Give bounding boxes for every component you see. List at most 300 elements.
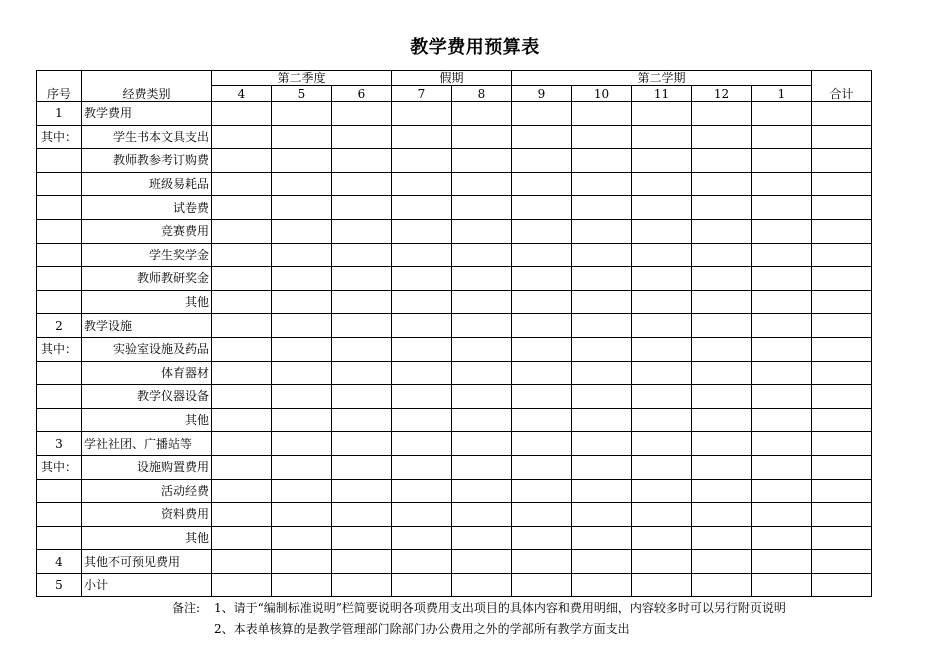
amount-cell[interactable] — [332, 455, 392, 479]
amount-cell[interactable] — [752, 314, 812, 338]
amount-cell[interactable] — [572, 172, 632, 196]
amount-cell[interactable] — [452, 361, 512, 385]
amount-cell[interactable] — [212, 337, 272, 361]
amount-cell[interactable] — [692, 526, 752, 550]
row-category-label: 教学仪器设备 — [82, 385, 212, 409]
amount-cell[interactable] — [572, 432, 632, 456]
amount-cell[interactable] — [332, 314, 392, 338]
amount-cell[interactable] — [392, 290, 452, 314]
amount-cell[interactable] — [332, 479, 392, 503]
amount-cell[interactable] — [392, 125, 452, 149]
amount-cell[interactable] — [212, 314, 272, 338]
amount-cell[interactable] — [332, 172, 392, 196]
total-cell[interactable] — [812, 337, 872, 361]
row-seq: 3 — [37, 432, 82, 456]
note-item: 2、本表单核算的是教学管理部门除部门办公费用之外的学部所有教学方面支出 — [214, 622, 630, 636]
amount-cell[interactable] — [572, 102, 632, 126]
amount-cell[interactable] — [632, 432, 692, 456]
amount-cell[interactable] — [392, 149, 452, 173]
header-month: 10 — [572, 86, 632, 102]
row-seq — [37, 267, 82, 291]
amount-cell[interactable] — [272, 479, 332, 503]
amount-cell[interactable] — [572, 361, 632, 385]
header-seq: 序号 — [37, 71, 82, 102]
amount-cell[interactable] — [452, 337, 512, 361]
amount-cell[interactable] — [752, 102, 812, 126]
amount-cell[interactable] — [632, 196, 692, 220]
amount-cell[interactable] — [572, 243, 632, 267]
amount-cell[interactable] — [452, 503, 512, 527]
amount-cell[interactable] — [212, 361, 272, 385]
row-seq: 其中： — [37, 455, 82, 479]
amount-cell[interactable] — [572, 290, 632, 314]
amount-cell[interactable] — [572, 385, 632, 409]
table-row — [37, 337, 872, 361]
amount-cell[interactable] — [512, 550, 572, 574]
amount-cell[interactable] — [272, 503, 332, 527]
amount-cell[interactable] — [692, 479, 752, 503]
amount-cell[interactable] — [452, 550, 512, 574]
amount-cell[interactable] — [332, 243, 392, 267]
amount-cell[interactable] — [392, 219, 452, 243]
amount-cell[interactable] — [452, 385, 512, 409]
amount-cell[interactable] — [572, 479, 632, 503]
amount-cell[interactable] — [512, 243, 572, 267]
amount-cell[interactable] — [212, 149, 272, 173]
amount-cell[interactable] — [632, 267, 692, 291]
total-cell[interactable] — [812, 314, 872, 338]
row-category-label: 学生书本文具支出 — [82, 125, 212, 149]
amount-cell[interactable] — [452, 573, 512, 597]
amount-cell[interactable] — [272, 149, 332, 173]
amount-cell[interactable] — [632, 219, 692, 243]
amount-cell[interactable] — [272, 314, 332, 338]
amount-cell[interactable] — [332, 125, 392, 149]
amount-cell[interactable] — [392, 314, 452, 338]
amount-cell[interactable] — [452, 479, 512, 503]
amount-cell[interactable] — [452, 314, 512, 338]
amount-cell[interactable] — [752, 219, 812, 243]
table-row — [37, 149, 872, 173]
row-seq — [37, 149, 82, 173]
row-seq — [37, 503, 82, 527]
amount-cell[interactable] — [212, 550, 272, 574]
amount-cell[interactable] — [392, 526, 452, 550]
table-row — [37, 290, 872, 314]
amount-cell[interactable] — [452, 102, 512, 126]
amount-cell[interactable] — [212, 219, 272, 243]
amount-cell[interactable] — [452, 243, 512, 267]
amount-cell[interactable] — [752, 479, 812, 503]
row-category-label: 教师教参考订购费 — [82, 149, 212, 173]
amount-cell[interactable] — [692, 290, 752, 314]
amount-cell[interactable] — [272, 172, 332, 196]
amount-cell[interactable] — [572, 503, 632, 527]
table-row — [37, 196, 872, 220]
header-month: 5 — [272, 86, 332, 102]
amount-cell[interactable] — [332, 408, 392, 432]
amount-cell[interactable] — [632, 337, 692, 361]
amount-cell[interactable] — [632, 526, 692, 550]
total-cell[interactable] — [812, 385, 872, 409]
amount-cell[interactable] — [692, 219, 752, 243]
amount-cell[interactable] — [752, 503, 812, 527]
header-month: 11 — [632, 86, 692, 102]
amount-cell[interactable] — [632, 172, 692, 196]
amount-cell[interactable] — [332, 267, 392, 291]
table-row — [37, 314, 872, 338]
amount-cell[interactable] — [272, 243, 332, 267]
row-seq: 其中： — [37, 337, 82, 361]
amount-cell[interactable] — [212, 385, 272, 409]
amount-cell[interactable] — [752, 267, 812, 291]
table-row — [37, 432, 872, 456]
row-seq — [37, 243, 82, 267]
amount-cell[interactable] — [512, 573, 572, 597]
amount-cell[interactable] — [272, 290, 332, 314]
amount-cell[interactable] — [692, 503, 752, 527]
amount-cell[interactable] — [632, 125, 692, 149]
row-category-label: 实验室设施及药品 — [82, 337, 212, 361]
amount-cell[interactable] — [212, 455, 272, 479]
amount-cell[interactable] — [332, 573, 392, 597]
row-seq — [37, 219, 82, 243]
amount-cell[interactable] — [692, 125, 752, 149]
amount-cell[interactable] — [212, 267, 272, 291]
total-cell[interactable] — [812, 408, 872, 432]
header-category: 经费类别 — [82, 71, 212, 102]
row-seq — [37, 408, 82, 432]
amount-cell[interactable] — [692, 408, 752, 432]
amount-cell[interactable] — [572, 219, 632, 243]
amount-cell[interactable] — [332, 432, 392, 456]
amount-cell[interactable] — [392, 479, 452, 503]
amount-cell[interactable] — [212, 172, 272, 196]
amount-cell[interactable] — [632, 479, 692, 503]
amount-cell[interactable] — [212, 479, 272, 503]
table-row — [37, 125, 872, 149]
amount-cell[interactable] — [272, 526, 332, 550]
amount-cell[interactable] — [392, 172, 452, 196]
amount-cell[interactable] — [392, 243, 452, 267]
row-category-label: 教学设施 — [82, 314, 212, 338]
table-row — [37, 267, 872, 291]
amount-cell[interactable] — [572, 573, 632, 597]
row-seq — [37, 385, 82, 409]
amount-cell[interactable] — [752, 361, 812, 385]
total-cell[interactable] — [812, 361, 872, 385]
amount-cell[interactable] — [452, 455, 512, 479]
amount-cell[interactable] — [212, 526, 272, 550]
header-total: 合计 — [812, 71, 872, 102]
table-row — [37, 526, 872, 550]
total-cell[interactable] — [812, 290, 872, 314]
total-cell[interactable] — [812, 526, 872, 550]
amount-cell[interactable] — [392, 573, 452, 597]
amount-cell[interactable] — [272, 102, 332, 126]
amount-cell[interactable] — [332, 290, 392, 314]
total-cell[interactable] — [812, 432, 872, 456]
amount-cell[interactable] — [272, 408, 332, 432]
amount-cell[interactable] — [392, 102, 452, 126]
amount-cell[interactable] — [332, 102, 392, 126]
amount-cell[interactable] — [512, 314, 572, 338]
total-cell[interactable] — [812, 125, 872, 149]
total-cell[interactable] — [812, 550, 872, 574]
table-row — [37, 219, 872, 243]
amount-cell[interactable] — [752, 385, 812, 409]
amount-cell[interactable] — [752, 290, 812, 314]
amount-cell[interactable] — [632, 550, 692, 574]
row-seq — [37, 172, 82, 196]
amount-cell[interactable] — [392, 337, 452, 361]
amount-cell[interactable] — [632, 573, 692, 597]
amount-cell[interactable] — [512, 526, 572, 550]
amount-cell[interactable] — [272, 361, 332, 385]
row-category-label: 小计 — [82, 573, 212, 597]
total-cell[interactable] — [812, 172, 872, 196]
amount-cell[interactable] — [752, 550, 812, 574]
amount-cell[interactable] — [572, 550, 632, 574]
total-cell[interactable] — [812, 267, 872, 291]
row-category-label: 教师教研奖金 — [82, 267, 212, 291]
row-category-label: 试卷费 — [82, 196, 212, 220]
total-cell[interactable] — [812, 149, 872, 173]
amount-cell[interactable] — [632, 290, 692, 314]
amount-cell[interactable] — [572, 455, 632, 479]
amount-cell[interactable] — [392, 408, 452, 432]
row-seq: 1 — [37, 102, 82, 126]
amount-cell[interactable] — [632, 455, 692, 479]
amount-cell[interactable] — [392, 503, 452, 527]
amount-cell[interactable] — [332, 149, 392, 173]
amount-cell[interactable] — [332, 219, 392, 243]
amount-cell[interactable] — [452, 526, 512, 550]
amount-cell[interactable] — [572, 314, 632, 338]
amount-cell[interactable] — [632, 102, 692, 126]
row-seq: 4 — [37, 550, 82, 574]
amount-cell[interactable] — [512, 361, 572, 385]
amount-cell[interactable] — [572, 337, 632, 361]
amount-cell[interactable] — [332, 503, 392, 527]
amount-cell[interactable] — [512, 290, 572, 314]
amount-cell[interactable] — [512, 503, 572, 527]
amount-cell[interactable] — [512, 479, 572, 503]
amount-cell[interactable] — [752, 573, 812, 597]
amount-cell[interactable] — [692, 314, 752, 338]
amount-cell[interactable] — [572, 125, 632, 149]
page-title: 教学费用预算表 — [410, 37, 540, 58]
amount-cell[interactable] — [752, 196, 812, 220]
amount-cell[interactable] — [212, 196, 272, 220]
amount-cell[interactable] — [692, 102, 752, 126]
amount-cell[interactable] — [692, 455, 752, 479]
amount-cell[interactable] — [272, 337, 332, 361]
amount-cell[interactable] — [752, 455, 812, 479]
amount-cell[interactable] — [752, 526, 812, 550]
amount-cell[interactable] — [392, 267, 452, 291]
amount-cell[interactable] — [692, 172, 752, 196]
amount-cell[interactable] — [212, 102, 272, 126]
total-cell[interactable] — [812, 196, 872, 220]
amount-cell[interactable] — [512, 432, 572, 456]
amount-cell[interactable] — [272, 219, 332, 243]
amount-cell[interactable] — [212, 290, 272, 314]
table-row — [37, 455, 872, 479]
row-category-label: 其他 — [82, 408, 212, 432]
header-month: 7 — [392, 86, 452, 102]
amount-cell[interactable] — [452, 125, 512, 149]
amount-cell[interactable] — [272, 432, 332, 456]
amount-cell[interactable] — [632, 314, 692, 338]
row-seq — [37, 196, 82, 220]
amount-cell[interactable] — [332, 526, 392, 550]
amount-cell[interactable] — [272, 196, 332, 220]
row-category-label: 学生奖学金 — [82, 243, 212, 267]
amount-cell[interactable] — [752, 408, 812, 432]
header-month: 9 — [512, 86, 572, 102]
amount-cell[interactable] — [332, 385, 392, 409]
amount-cell[interactable] — [512, 172, 572, 196]
amount-cell[interactable] — [272, 125, 332, 149]
amount-cell[interactable] — [512, 125, 572, 149]
amount-cell[interactable] — [512, 385, 572, 409]
amount-cell[interactable] — [632, 149, 692, 173]
row-category-label: 班级易耗品 — [82, 172, 212, 196]
total-cell[interactable] — [812, 243, 872, 267]
amount-cell[interactable] — [272, 385, 332, 409]
row-seq — [37, 526, 82, 550]
amount-cell[interactable] — [512, 408, 572, 432]
amount-cell[interactable] — [752, 125, 812, 149]
amount-cell[interactable] — [332, 196, 392, 220]
amount-cell[interactable] — [272, 455, 332, 479]
amount-cell[interactable] — [272, 550, 332, 574]
amount-cell[interactable] — [272, 573, 332, 597]
row-category-label: 其他 — [82, 526, 212, 550]
amount-cell[interactable] — [752, 337, 812, 361]
row-seq — [37, 479, 82, 503]
row-category-label: 竞赛费用 — [82, 219, 212, 243]
row-seq — [37, 290, 82, 314]
amount-cell[interactable] — [752, 172, 812, 196]
amount-cell[interactable] — [212, 503, 272, 527]
amount-cell[interactable] — [572, 196, 632, 220]
amount-cell[interactable] — [392, 455, 452, 479]
amount-cell[interactable] — [632, 503, 692, 527]
amount-cell[interactable] — [692, 432, 752, 456]
amount-cell[interactable] — [452, 196, 512, 220]
total-cell[interactable] — [812, 573, 872, 597]
row-category-label: 其他不可预见费用 — [82, 550, 212, 574]
table-row — [37, 479, 872, 503]
amount-cell[interactable] — [452, 432, 512, 456]
row-category-label: 体育器材 — [82, 361, 212, 385]
header-month: 6 — [332, 86, 392, 102]
amount-cell[interactable] — [452, 408, 512, 432]
table-row — [37, 385, 872, 409]
amount-cell[interactable] — [692, 573, 752, 597]
amount-cell[interactable] — [572, 526, 632, 550]
amount-cell[interactable] — [272, 267, 332, 291]
amount-cell[interactable] — [692, 337, 752, 361]
amount-cell[interactable] — [692, 149, 752, 173]
amount-cell[interactable] — [692, 243, 752, 267]
amount-cell[interactable] — [692, 196, 752, 220]
total-cell[interactable] — [812, 479, 872, 503]
amount-cell[interactable] — [392, 196, 452, 220]
amount-cell[interactable] — [572, 408, 632, 432]
amount-cell[interactable] — [752, 243, 812, 267]
table-row — [37, 243, 872, 267]
amount-cell[interactable] — [212, 125, 272, 149]
amount-cell[interactable] — [332, 550, 392, 574]
amount-cell[interactable] — [752, 432, 812, 456]
amount-cell[interactable] — [692, 361, 752, 385]
amount-cell[interactable] — [632, 361, 692, 385]
amount-cell[interactable] — [332, 337, 392, 361]
amount-cell[interactable] — [572, 149, 632, 173]
total-cell[interactable] — [812, 503, 872, 527]
table-row — [37, 361, 872, 385]
amount-cell[interactable] — [212, 573, 272, 597]
amount-cell[interactable] — [452, 219, 512, 243]
header-month: 12 — [692, 86, 752, 102]
amount-cell[interactable] — [392, 550, 452, 574]
amount-cell[interactable] — [512, 196, 572, 220]
amount-cell[interactable] — [452, 149, 512, 173]
row-seq — [37, 361, 82, 385]
amount-cell[interactable] — [392, 432, 452, 456]
amount-cell[interactable] — [332, 361, 392, 385]
header-month: 8 — [452, 86, 512, 102]
amount-cell[interactable] — [632, 385, 692, 409]
amount-cell[interactable] — [212, 408, 272, 432]
total-cell[interactable] — [812, 455, 872, 479]
amount-cell[interactable] — [512, 455, 572, 479]
amount-cell[interactable] — [392, 385, 452, 409]
row-seq: 5 — [37, 573, 82, 597]
amount-cell[interactable] — [632, 243, 692, 267]
amount-cell[interactable] — [452, 172, 512, 196]
total-cell[interactable] — [812, 102, 872, 126]
amount-cell[interactable] — [572, 267, 632, 291]
amount-cell[interactable] — [392, 361, 452, 385]
amount-cell[interactable] — [752, 149, 812, 173]
notes-label: 备注: — [172, 601, 201, 615]
amount-cell[interactable] — [512, 219, 572, 243]
amount-cell[interactable] — [512, 267, 572, 291]
table-row — [37, 172, 872, 196]
total-cell[interactable] — [812, 219, 872, 243]
row-category-label: 其他 — [82, 290, 212, 314]
amount-cell[interactable] — [692, 267, 752, 291]
amount-cell[interactable] — [692, 385, 752, 409]
table-row — [37, 550, 872, 574]
amount-cell[interactable] — [512, 337, 572, 361]
amount-cell[interactable] — [212, 243, 272, 267]
amount-cell[interactable] — [452, 267, 512, 291]
amount-cell[interactable] — [692, 550, 752, 574]
amount-cell[interactable] — [512, 149, 572, 173]
amount-cell[interactable] — [212, 432, 272, 456]
amount-cell[interactable] — [632, 408, 692, 432]
table-row — [37, 573, 872, 597]
row-category-label: 设施购置费用 — [82, 455, 212, 479]
amount-cell[interactable] — [452, 290, 512, 314]
row-seq: 其中： — [37, 125, 82, 149]
amount-cell[interactable] — [512, 102, 572, 126]
